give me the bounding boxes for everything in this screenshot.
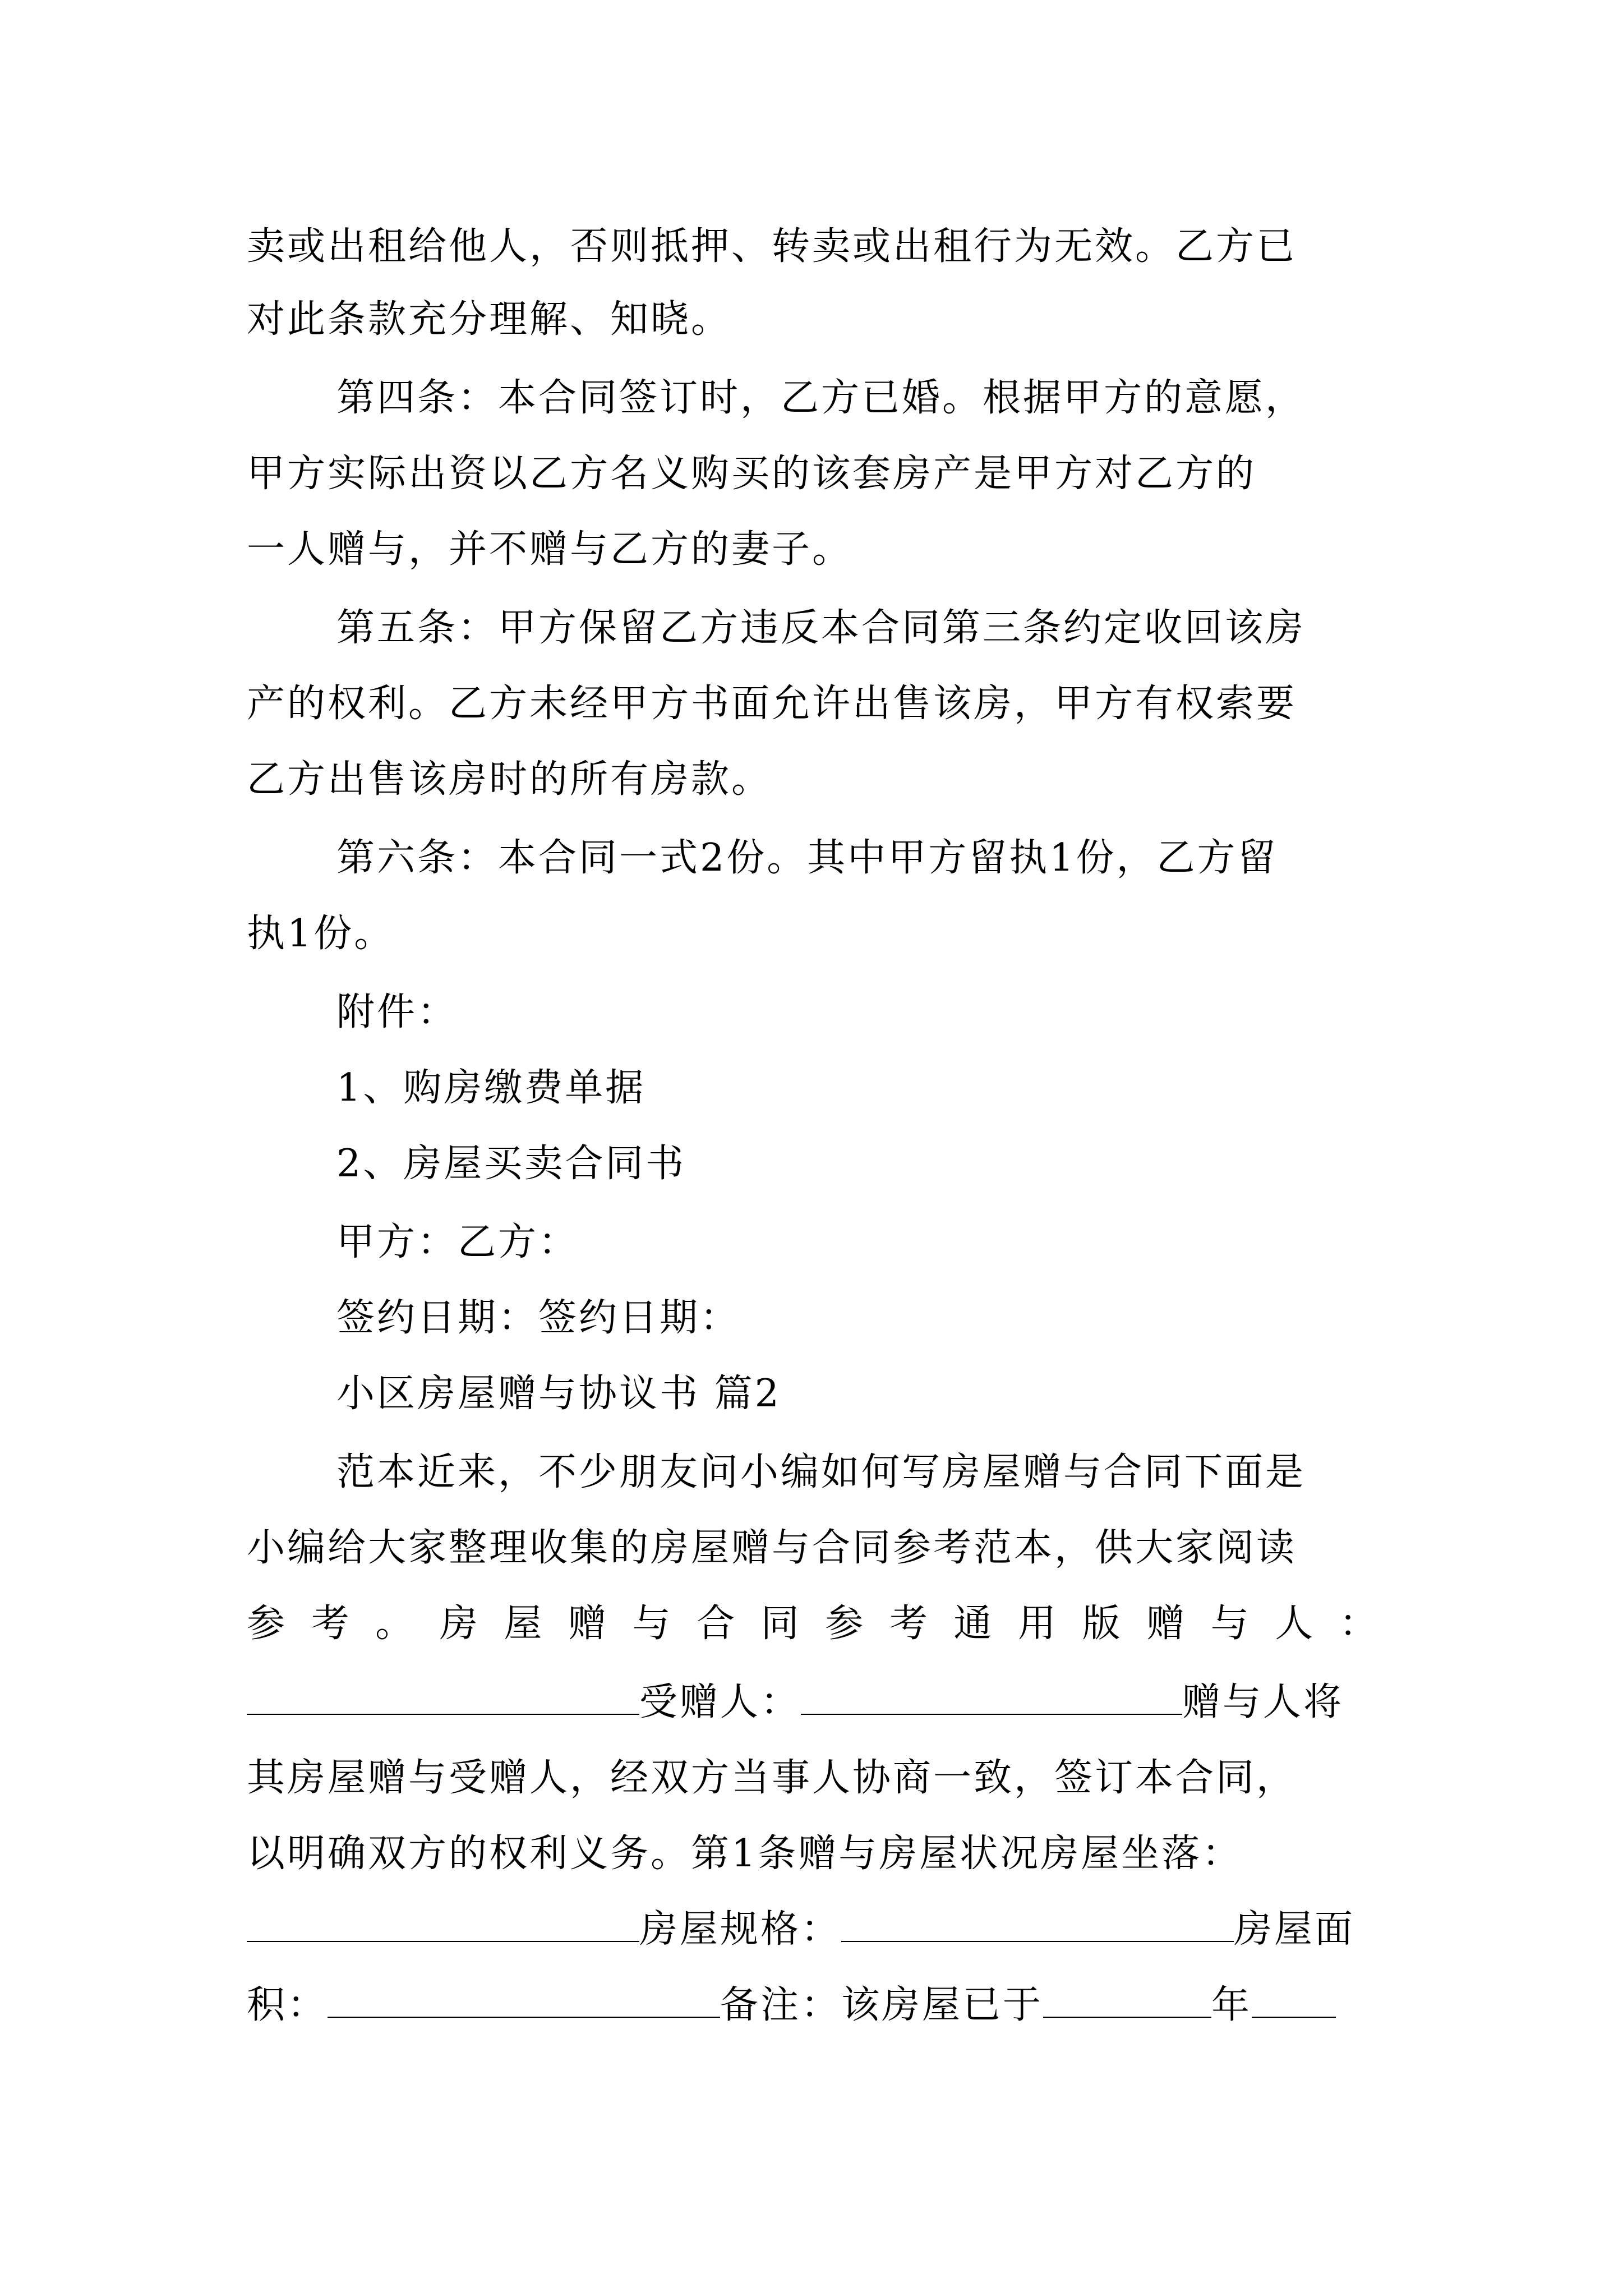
- char: 通: [953, 1602, 994, 1646]
- char: 与: [632, 1602, 673, 1646]
- text-line: 甲方：乙方：: [336, 1220, 579, 1264]
- char: 赠: [1146, 1602, 1187, 1646]
- char: 用: [1017, 1602, 1058, 1646]
- char: 考: [889, 1602, 930, 1646]
- field-label: 积：: [247, 1983, 328, 2027]
- blank-field-line: [247, 1902, 1380, 1958]
- text-line: 第六条：本合同一式2份。其中甲方留执1份，乙方留: [336, 836, 1278, 880]
- field-label: 受赠人：: [639, 1680, 801, 1724]
- field-label: 备注：该房屋已于: [720, 1983, 1044, 2027]
- char: 人: [1275, 1602, 1316, 1646]
- text-line: 以明确双方的权利义务。第1条赠与房屋状况房屋坐落：: [247, 1832, 1243, 1876]
- blank-field: [247, 1674, 639, 1715]
- section-heading: 小区房屋赠与协议书 篇2: [336, 1372, 781, 1416]
- text-line-spread: [247, 1596, 1380, 1652]
- text-line: 执1份。: [247, 912, 395, 956]
- char: ：: [1339, 1602, 1380, 1646]
- char: 版: [1082, 1602, 1123, 1646]
- blank-field-line: [247, 1977, 1380, 2033]
- field-label: 年: [1211, 1983, 1252, 2027]
- text-line: 甲方实际出资以乙方名义购买的该套房产是甲方对乙方的: [247, 452, 1257, 496]
- text-line: 范本近来，不少朋友问小编如何写房屋赠与合同下面是: [336, 1450, 1306, 1494]
- char: 参: [825, 1602, 866, 1646]
- text-line: 第五条：甲方保留乙方违反本合同第三条约定收回该房: [336, 606, 1306, 650]
- char: 合: [697, 1602, 737, 1646]
- text-line: 第四条：本合同签订时，乙方已婚。根据甲方的意愿，: [336, 376, 1306, 420]
- text-line: 卖或出租给他人，否则抵押、转卖或出租行为无效。乙方已: [247, 224, 1297, 269]
- text-line: 对此条款充分理解、知晓。: [247, 297, 732, 342]
- text-line: 其房屋赠与受赠人，经双方当事人协商一致，签订本合同，: [247, 1756, 1297, 1800]
- char: 屋: [504, 1602, 545, 1646]
- blank-field: [801, 1674, 1182, 1715]
- text-line: 乙方出售该房时的所有房款。: [247, 757, 772, 802]
- blank-field: [1252, 1977, 1336, 2018]
- text-line: 签约日期：签约日期：: [336, 1296, 741, 1340]
- char: 。: [375, 1602, 416, 1646]
- text-line: 产的权利。乙方未经甲方书面允许出售该房，甲方有权索要: [247, 682, 1297, 726]
- field-label: 赠与人将: [1182, 1680, 1344, 1724]
- field-label: 房屋面: [1234, 1907, 1355, 1952]
- blank-field: [328, 1977, 720, 2018]
- field-label: 房屋规格：: [639, 1907, 842, 1952]
- char: 赠: [568, 1602, 608, 1646]
- text-line: 2、房屋买卖合同书: [336, 1142, 686, 1186]
- text-line: 小编给大家整理收集的房屋赠与合同参考范本，供大家阅读: [247, 1526, 1297, 1570]
- char: 同: [760, 1602, 801, 1646]
- text-line: 一人赠与，并不赠与乙方的妻子。: [247, 527, 853, 572]
- blank-field: [247, 1902, 639, 1942]
- blank-field: [841, 1902, 1234, 1942]
- char: 参: [247, 1602, 288, 1646]
- text-line: 附件：: [336, 990, 458, 1034]
- char: 与: [1210, 1602, 1251, 1646]
- blank-field-line: [247, 1674, 1380, 1731]
- text-line: 1、购房缴费单据: [336, 1066, 646, 1110]
- char: 房: [439, 1602, 480, 1646]
- blank-field: [1043, 1977, 1211, 2018]
- char: 考: [311, 1602, 352, 1646]
